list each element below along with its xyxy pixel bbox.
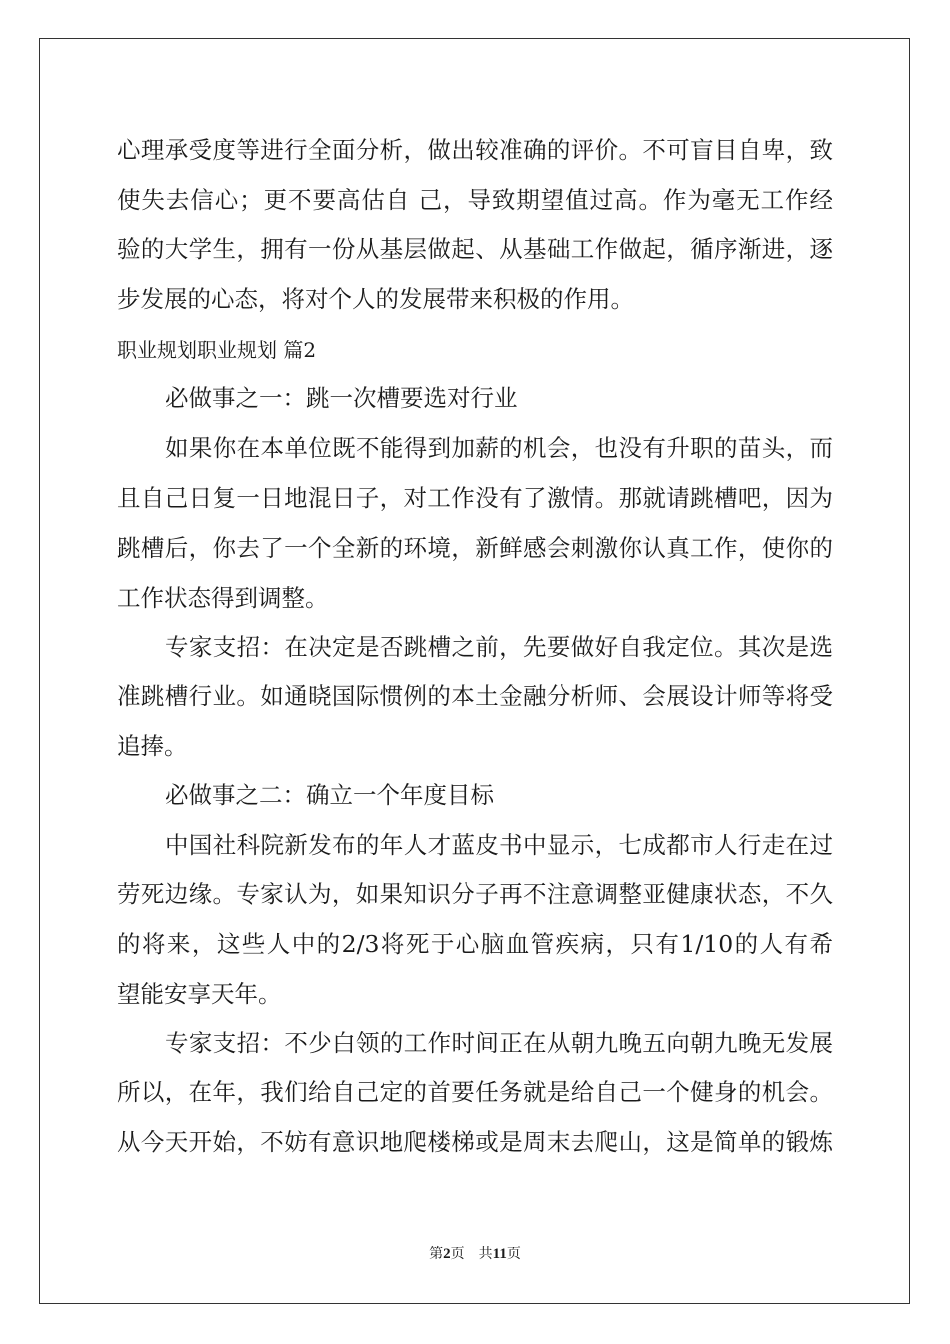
page-number: 2 [443,1246,451,1262]
section-heading: 职业规划职业规划 篇2 [117,338,317,362]
body-text-line: 专家支招：不少白领的工作时间正在从朝九晚五向朝九晚无发展 [165,1029,833,1057]
page-footer [0,1244,950,1264]
page-border [39,38,910,1304]
subheading: 必做事之二：确立一个年度目标 [165,781,494,809]
page-number-prefix: 第 [429,1246,444,1262]
body-text-line: 追捧。 [117,732,188,760]
body-text-line: 劳死边缘。专家认为，如果知识分子再不注意调整亚健康状态，不久 [117,880,833,908]
body-text-line: 专家支招：在决定是否跳槽之前，先要做好自我定位。其次是选 [165,633,833,661]
body-text-line: 心理承受度等进行全面分析，做出较准确的评价。不可盲目自卑，致 [117,136,833,164]
body-text-line: 的将来，这些人中的2/3将死于心脑血管疾病，只有1/10的人有希 [117,930,833,958]
total-pages-suffix: 页 [506,1246,521,1262]
body-text-line: 望能安享天年。 [117,980,282,1008]
body-text-line: 跳槽后，你去了一个全新的环境，新鲜感会刺激你认真工作，使你的 [117,534,833,562]
subheading: 必做事之一：跳一次槽要选对行业 [165,384,518,412]
body-text-line: 工作状态得到调整。 [117,584,329,612]
body-text-line: 步发展的心态，将对个人的发展带来积极的作用。 [117,285,634,313]
page-number-suffix: 页 [450,1246,465,1262]
body-text-line: 验的大学生，拥有一份从基层做起、从基础工作做起，循序渐进，逐 [117,235,833,263]
body-text-line: 中国社科院新发布的年人才蓝皮书中显示，七成都市人行走在过 [165,831,833,859]
body-text-line: 从今天开始，不妨有意识地爬楼梯或是周末去爬山，这是简单的锻炼 [117,1128,833,1156]
body-text-line: 且自己日复一日地混日子，对工作没有了激情。那就请跳槽吧，因为 [117,484,833,512]
total-pages-prefix: 共 [478,1246,493,1262]
body-text-line: 使失去信心；更不要高估自 己，导致期望值过高。作为毫无工作经 [117,186,833,214]
total-pages: 11 [492,1246,507,1262]
body-text-line: 准跳槽行业。如通晓国际惯例的本土金融分析师、会展设计师等将受 [117,682,833,710]
body-text-line: 如果你在本单位既不能得到加薪的机会，也没有升职的苗头，而 [165,434,833,462]
body-text-line: 所以，在年，我们给自己定的首要任务就是给自己一个健身的机会。 [117,1078,833,1106]
